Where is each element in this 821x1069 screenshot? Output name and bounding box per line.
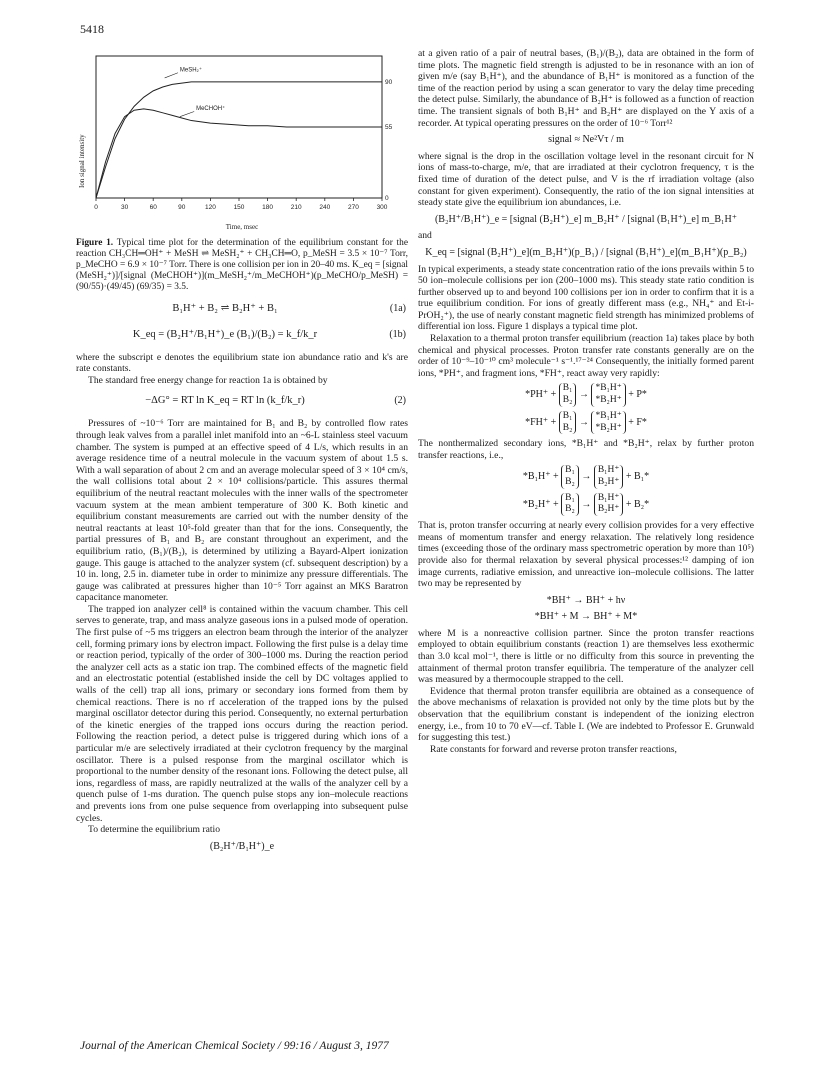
species: B₂: [565, 477, 575, 488]
equation-keq: K_eq = [signal (B₂H⁺)_e](m_B₂H⁺)(p_B₁) / [signal (B₁H⁺)_e](m_B₁H⁺)(p_B₂): [425, 246, 747, 258]
end-value-label: 90: [385, 78, 393, 86]
reactant: *B₁H⁺ +: [522, 471, 559, 483]
reaction-collisional: *BH⁺ + M → BH⁺ + M*: [534, 611, 638, 623]
paragraph: The standard free energy change for reaction 1a is obtained by: [88, 374, 328, 386]
equation-signal: signal ≈ Ne²Vτ / m: [548, 134, 624, 146]
species: *B₁H⁺: [595, 410, 622, 421]
equation-ratio: (B₂H⁺/B₁H⁺)_e: [209, 840, 275, 852]
reaction-scheme: [418, 465, 754, 488]
end-value-label: 0: [385, 195, 389, 202]
equation-1b-body: K_eq = (B₂H⁺/B₁H⁺)_e (B₁)/(B₂) = k_f/k_r: [132, 328, 318, 340]
species: B₂H⁺: [597, 477, 620, 488]
reaction-scheme: [418, 493, 754, 516]
product: + B₁*: [625, 471, 650, 483]
paragraph: Relaxation to a thermal proton transfer equilibrium (reaction 1a) takes place by both chemical and physical processes. Proton transfer rate constants generally are on the order of 10⁻⁹–10⁻¹⁰ cm³ molecule⁻¹ s⁻¹.¹⁷⁻²⁴ Consequently, the initially formed parent ions, *PH⁺, and fragment ions, *FH⁺, react away very rapidly:: [418, 333, 754, 379]
x-tick-label: 210: [290, 204, 302, 211]
brace-group: [591, 383, 625, 406]
x-tick-label: 150: [233, 204, 245, 211]
paragraph: The trapped ion analyzer cell⁸ is contained within the vacuum chamber. This cell serves to generate, trap, and mass analyze gaseous ions in a pulsed mode of operation. The first pulse of ~5 ms triggers an electron beam through the interior of the analyzer cell, forming primary ions by electron impact. Following the first pulse is a delay time or reaction period, typically of the order of 300–1000 ms. During the reaction period the analyzer cell acts as a static ion trap. The combined effects of the magnetic field and an electrostatic potential (established inside the cell by DC voltages applied to walls of the cell) trap all ions, primary or secondary ions formed from them by chemical reactions. There is no rf acceleration of the trapped ions by the pulsed marginal oscillator detector during this period. Consequently, no external perturbation of the kinetic energies of the trapped ions occurs during the reaction period. Following the reaction period, a detect pulse is triggered during which ions of a particular m/e are selectively irradiated at their cyclotron frequency by the marginal oscillator. There is a pulsed response from the marginal oscillator which is proportional to the number density of the resonant ions. Following the detect pulse, all ions, regardless of mass, are rapidly neutralized at the walls of the analyzer cell by a quench pulse of 1-ms duration. The quench pulse stops any ion–molecule reactions and prevents ions from one pulse sequence from overlapping into subsequent pulse cycles.: [76, 603, 408, 824]
curve-label-mesh2: MeSH₂⁺: [179, 67, 203, 74]
equation-1a: [76, 300, 408, 320]
species: B₁: [565, 492, 575, 503]
species: B₁: [562, 410, 573, 421]
paragraph: where the subscript e denotes the equilibrium state ion abundance ratio and k's are rate constants.: [76, 351, 408, 375]
paragraph: The nonthermalized secondary ions, *B₁H⁺ and *B₂H⁺, relax by further proton transfer reactions, i.e.,: [418, 438, 754, 461]
left-column: [76, 48, 408, 857]
species: B₁H⁺: [597, 492, 620, 503]
x-tick-label: 300: [376, 204, 388, 211]
reactant: *PH⁺ +: [525, 389, 557, 401]
paragraph: and: [418, 230, 432, 242]
end-value-label: 55: [385, 124, 393, 131]
reaction-scheme: [418, 411, 754, 434]
reaction-scheme: [418, 383, 754, 406]
caption-text: Typical time plot for the determination of the equilibrium constant for the reaction CH₃CH═OH⁺ + MeSH ⇌ MeSH₂⁺ + CH₃CH═O, p_MeSH = 3.5 × 10⁻⁷ Torr, p_MeCHO = 6.9 × 10⁻⁷ Torr. There is one collision per ion in 20–40 ms. K_eq = [signal (MeSH₂⁺)]/[signal (MeCHOH⁺)](m_MeSH₂⁺/m_MeCHOH⁺)(p_MeCHO/p_MeSH) = (90/55)·(49/45) (69/35) = 3.5.: [76, 237, 409, 293]
x-tick-label: 90: [178, 204, 186, 211]
paragraph: That is, proton transfer occurring at nearly every collision provides for a very effective means of momentum transfer and energy relaxation. The relatively long residence times (exceeding those of the ordinary mass spectrometric operation by more than 10⁵) provide also for thermal relaxation by several physical processes:¹² damping of ion image currents, radiative emission, and unreactive ion–molecule collisions. The latter two may be represented by: [418, 520, 754, 590]
x-tick-label: 120: [204, 204, 216, 211]
x-tick-label: 60: [149, 204, 157, 211]
reactant: *B₂H⁺ +: [522, 498, 559, 510]
arrow: →: [578, 416, 589, 428]
x-tick-label: 0: [94, 204, 98, 211]
reactant: *FH⁺ +: [525, 416, 557, 428]
brace-group: [561, 465, 579, 488]
arrow: →: [581, 471, 592, 483]
figure-caption: [76, 238, 408, 294]
species: B₂: [565, 504, 575, 515]
paragraph: where M is a nonreactive collision partner. Since the proton transfer reactions employed to obtain equilibrium constants (reaction 1) are themselves less exothermic than 3.0 kcal mol⁻¹, there is little or no difficulty from this source in preventing the attainment of thermal proton transfer equilibria. The temperature of the analyzer cell was measured by a thermocouple strapped to the cell.: [418, 627, 754, 686]
curve-label-leader: [180, 112, 194, 117]
series-line-0: [96, 82, 382, 198]
species: *B₂H⁺: [595, 395, 622, 406]
product: + F*: [628, 416, 647, 428]
brace-group: [559, 411, 577, 434]
species: B₂: [562, 422, 573, 433]
equation-ion-ratio: (B₂H⁺/B₁H⁺)_e = [signal (B₂H⁺)_e] m_B₂H⁺ / [signal (B₁H⁺)_e] m_B₁H⁺: [434, 213, 738, 225]
x-tick-label: 240: [319, 204, 331, 211]
species: B₁: [565, 465, 575, 476]
paragraph: Pressures of ~10⁻⁶ Torr are maintained for B₁ and B₂ by controlled flow rates through leak valves from a parallel inlet manifold into an ~6-L stainless steel vacuum chamber. The system is pumped at an effective speed of 4 L/s, which results in an average residence time of a neutral molecule in the vacuum system of about 1.5 s. With a wall separation of about 2 cm and an average molecular speed of 3 × 10⁴ cm/s, the wall collisions total about 2 × 10⁴ collisions/particle. This assures thermal equilibrium of the neutral reactant molecules with the inner walls of the spectrometer vacuum system at the mean ambient temperature of 300 K. Both kinetic and equilibrium constant measurements are carried out with the number density of the neutral reactants at least 10⁵-fold greater than that for the ions. Consequently, the partial pressures of B₁ and B₂ are constant throughout an experiment, and the equilibrium ratio, (B₁)/(B₂), is determined by utilizing a Bayard-Alpert ionization gauge. This gauge is attached to the analyzer system (cf. subsequent description) by a 10 in. long, 2.5 in. diameter tube in order to minimize any pressure differentials. The gauge was calibrated at pressures higher than 10⁻⁵ Torr against an MKS Baratron capacitance manometer.: [76, 418, 408, 604]
equation-2-number: (2): [394, 395, 406, 407]
species: B₁: [562, 383, 573, 394]
brace-group: [594, 465, 624, 488]
x-tick-label: 270: [347, 204, 359, 211]
brace-group: [561, 493, 579, 516]
paragraph: Evidence that thermal proton transfer equilibria are obtained as a consequence of the above mechanisms of relaxation is provided not only by the time plots but by the observation that the equilibrium constant is independent of the ionizing electron energy, i.e., from 10 to 70 eV—cf. Table I. (We are indebted to Professor E. Grunwald for suggesting this test.): [418, 685, 754, 744]
journal-footer: Journal of the American Chemical Society / 99:16 / August 3, 1977: [80, 1040, 389, 1052]
paragraph: Rate constants for forward and reverse proton transfer reactions,: [430, 743, 677, 755]
brace-group: [559, 383, 577, 406]
page-number: 5418: [80, 22, 104, 36]
equation-2-body: −ΔG° = RT ln K_eq = RT ln (k_f/k_r): [145, 395, 305, 407]
paragraph: In typical experiments, a steady state concentration ratio of the ions prevails within 5 to 50 ion–molecule collisions per ion (200–1000 ms). This steady state ratio condition is further observed up to and beyond 100 collisions per ion in order to confirm that it is a true equilibrium condition. For ions of greatly different mass (e.g., NH₄⁺ and Et-i-PrOH₂⁺), the use of nearly constant magnetic field strength has minimized problems of differential ion loss. Figure 1 displays a typical time plot.: [418, 263, 754, 333]
arrow: →: [578, 389, 589, 401]
figure-1-svg: [76, 48, 408, 218]
x-tick-label: 30: [120, 204, 129, 211]
equation-1a-body: B₁H⁺ + B₂ ⇌ B₂H⁺ + B₁: [172, 302, 278, 314]
brace-group: [594, 493, 624, 516]
x-axis-label: Time, msec: [225, 223, 259, 231]
figure-1-chart: [76, 48, 408, 224]
paragraph: To determine the equilibrium ratio: [88, 824, 221, 836]
right-column: [418, 48, 754, 755]
y-axis-label: Ion signal intensity: [78, 134, 86, 188]
paragraph: at a given ratio of a pair of neutral bases, (B₁)/(B₂), data are obtained in the form of time plots. The magnetic field strength is adjusted to be in resonance with an ion of given m/e (say B₁H⁺), and the abundance of B₁H⁺ is monitored as a function of the time of the reaction period by using a scan generator to vary the delay time preceding the detect pulse. Similarly, the abundance of B₂H⁺ is followed as a function of reaction time. The transient signals of both B₁H⁺ and B₂H⁺ are displayed on the Y axis of a recorder. At typical operating pressures on the order of 10⁻⁶ Torr¹²: [418, 48, 754, 129]
equation-2: [76, 392, 408, 412]
curve-label-leader: [165, 73, 178, 78]
arrow: →: [581, 498, 592, 510]
curve-label-mechoh: MeCHOH⁺: [196, 106, 226, 113]
caption-label: Figure 1.: [76, 237, 114, 248]
species: B₁H⁺: [597, 465, 620, 476]
product: + B₂*: [625, 498, 650, 510]
paragraph: where signal is the drop in the oscillation voltage level in the resonant circuit for N ions of mass-to-charge, m/e, that are irradiated at their cyclotron frequency, τ is the fixed time of duration of the detect pulse, and V is the rf irradiation voltage (also constant for given experiment). Consequently, the ratio of the ion signal intensities at steady state give the equilibrium ion abundances, i.e.: [418, 150, 754, 209]
equation-1a-number: (1a): [389, 302, 406, 314]
equation-1b-number: (1b): [389, 328, 406, 340]
x-tick-label: 180: [262, 204, 274, 211]
brace-group: [591, 411, 625, 434]
reaction-radiative: *BH⁺ → BH⁺ + hν: [546, 594, 626, 606]
species: B₂H⁺: [597, 504, 620, 515]
equation-1b: [76, 326, 408, 346]
series-line-1: [96, 109, 382, 198]
species: B₂: [562, 395, 573, 406]
species: *B₁H⁺: [595, 383, 622, 394]
species: *B₂H⁺: [595, 422, 622, 433]
product: + P*: [628, 389, 647, 401]
